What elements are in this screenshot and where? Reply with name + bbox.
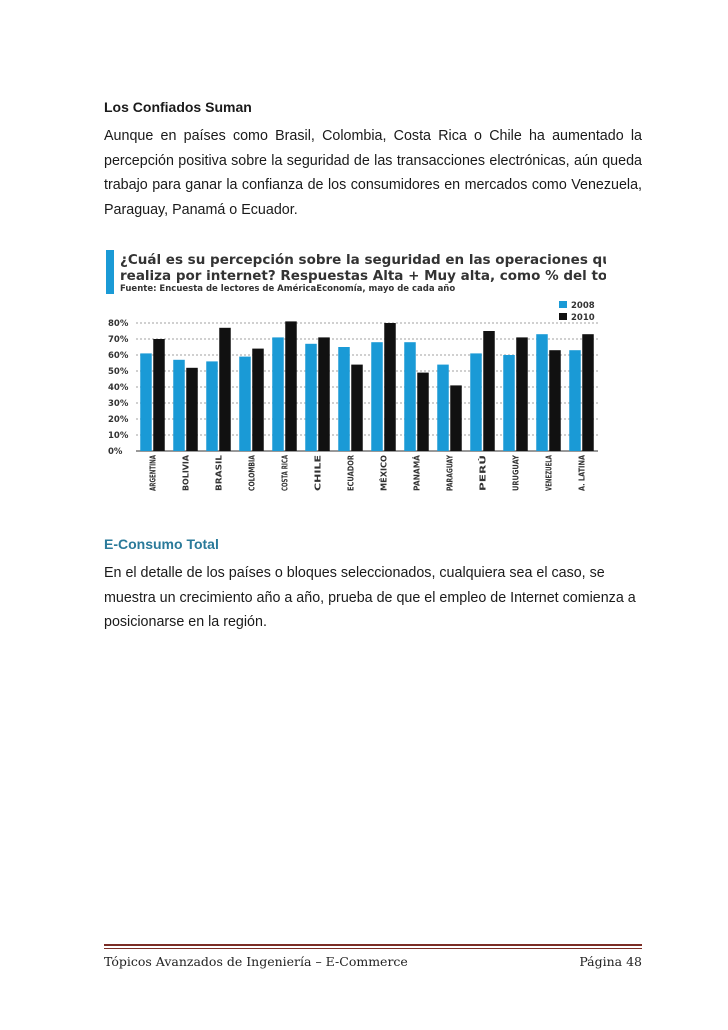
legend-label-2008: 2008 — [571, 301, 595, 311]
chart-x-axis — [148, 440, 587, 491]
x-tick-label: URUGUAY — [511, 450, 521, 491]
bar-2010 — [219, 328, 231, 451]
bar-2010 — [417, 373, 429, 451]
chart-svg — [106, 240, 606, 500]
section-paragraph: Aunque en países como Brasil, Colombia, Costa Rica o Chile ha aumentado la percepción positiva sobre la seguridad de las transacciones electrónicas, aún queda trabajo para ganar la confianza de los consumidores en mercados como Venezuela, Paraguay, Panamá o Ecuador. — [104, 128, 642, 218]
x-tick-label: ARGENTINA — [148, 441, 158, 491]
bar-2008 — [536, 334, 548, 451]
chart-title-line1: ¿Cuál es su percepción sobre la seguridad en las operaciones que — [120, 252, 606, 268]
legend-swatch-2010 — [559, 313, 567, 320]
x-tick-label: BOLIVIA — [181, 456, 191, 491]
footer-document-title: Tópicos Avanzados de Ingeniería – E-Commerce — [104, 954, 408, 969]
bar-2010 — [252, 349, 264, 451]
bar-2010 — [351, 365, 363, 451]
bar-2008 — [371, 342, 383, 451]
bar-2010 — [549, 350, 561, 451]
bar-chart — [106, 240, 606, 500]
section-title: E-Consumo Total — [104, 536, 219, 552]
bar-2010 — [285, 321, 297, 451]
x-tick-label: A. LATINA — [577, 449, 587, 491]
bar-2008 — [470, 353, 482, 451]
section-title: Los Confiados Suman — [104, 99, 252, 115]
x-tick-label: PERÚ — [478, 468, 488, 491]
y-tick-label: 20% — [108, 415, 129, 425]
bar-2010 — [186, 368, 198, 451]
y-tick-label: 30% — [108, 399, 129, 409]
chart-bars — [140, 321, 594, 451]
chart-y-axis — [108, 319, 129, 457]
bar-2008 — [338, 347, 350, 451]
y-tick-label: 60% — [108, 351, 129, 361]
bar-2008 — [140, 353, 152, 451]
y-tick-label: 40% — [108, 383, 129, 393]
bar-2008 — [272, 337, 284, 451]
bar-2010 — [450, 385, 462, 451]
title-accent-bar — [106, 250, 114, 294]
section-paragraph: En el detalle de los países o bloques seleccionados, cualquiera sea el caso, se muestra un crecimiento año a año, prueba de que el empleo de Internet comienza a posicionarse en la región. — [104, 565, 636, 630]
bar-2008 — [437, 365, 449, 451]
x-tick-label: VENEZUELA — [544, 441, 554, 491]
x-tick-label: PANAMÁ — [412, 455, 422, 491]
chart-source: Fuente: Encuesta de lectores de AméricaEconomía, mayo de cada año — [120, 284, 456, 294]
x-tick-label: ECUADOR — [346, 450, 356, 491]
x-tick-label: CHILE — [313, 466, 323, 491]
bar-2008 — [206, 361, 218, 451]
x-tick-label: COLOMBIA — [247, 446, 257, 491]
footer-rule — [104, 944, 642, 946]
bar-2010 — [483, 331, 495, 451]
bar-2008 — [305, 344, 317, 451]
y-tick-label: 10% — [108, 431, 129, 441]
x-tick-label: MÉXICO — [379, 457, 389, 491]
chart-gridlines — [136, 323, 598, 451]
bar-2008 — [404, 342, 416, 451]
y-tick-label: 80% — [108, 319, 129, 329]
chart-title-line2: realiza por internet? Respuestas Alta + Muy alta, como % del total — [120, 268, 606, 284]
y-tick-label: 0% — [108, 447, 123, 457]
bar-2010 — [516, 337, 528, 451]
bar-2008 — [503, 355, 515, 451]
y-tick-label: 50% — [108, 367, 129, 377]
bar-2010 — [384, 323, 396, 451]
x-tick-label: COSTA RICA — [280, 440, 290, 491]
x-tick-label: PARAGUAY — [445, 446, 455, 491]
bar-2010 — [582, 334, 594, 451]
bar-2008 — [569, 350, 581, 451]
bar-2010 — [153, 339, 165, 451]
footer-page-number: Página 48 — [579, 954, 642, 969]
legend-swatch-2008 — [559, 301, 567, 308]
bar-2008 — [173, 360, 185, 451]
bar-2008 — [239, 357, 251, 451]
bar-2010 — [318, 337, 330, 451]
x-tick-label: BRASIL — [214, 460, 224, 491]
footer-rule — [104, 948, 642, 949]
legend-label-2010: 2010 — [571, 313, 595, 323]
y-tick-label: 70% — [108, 335, 129, 345]
